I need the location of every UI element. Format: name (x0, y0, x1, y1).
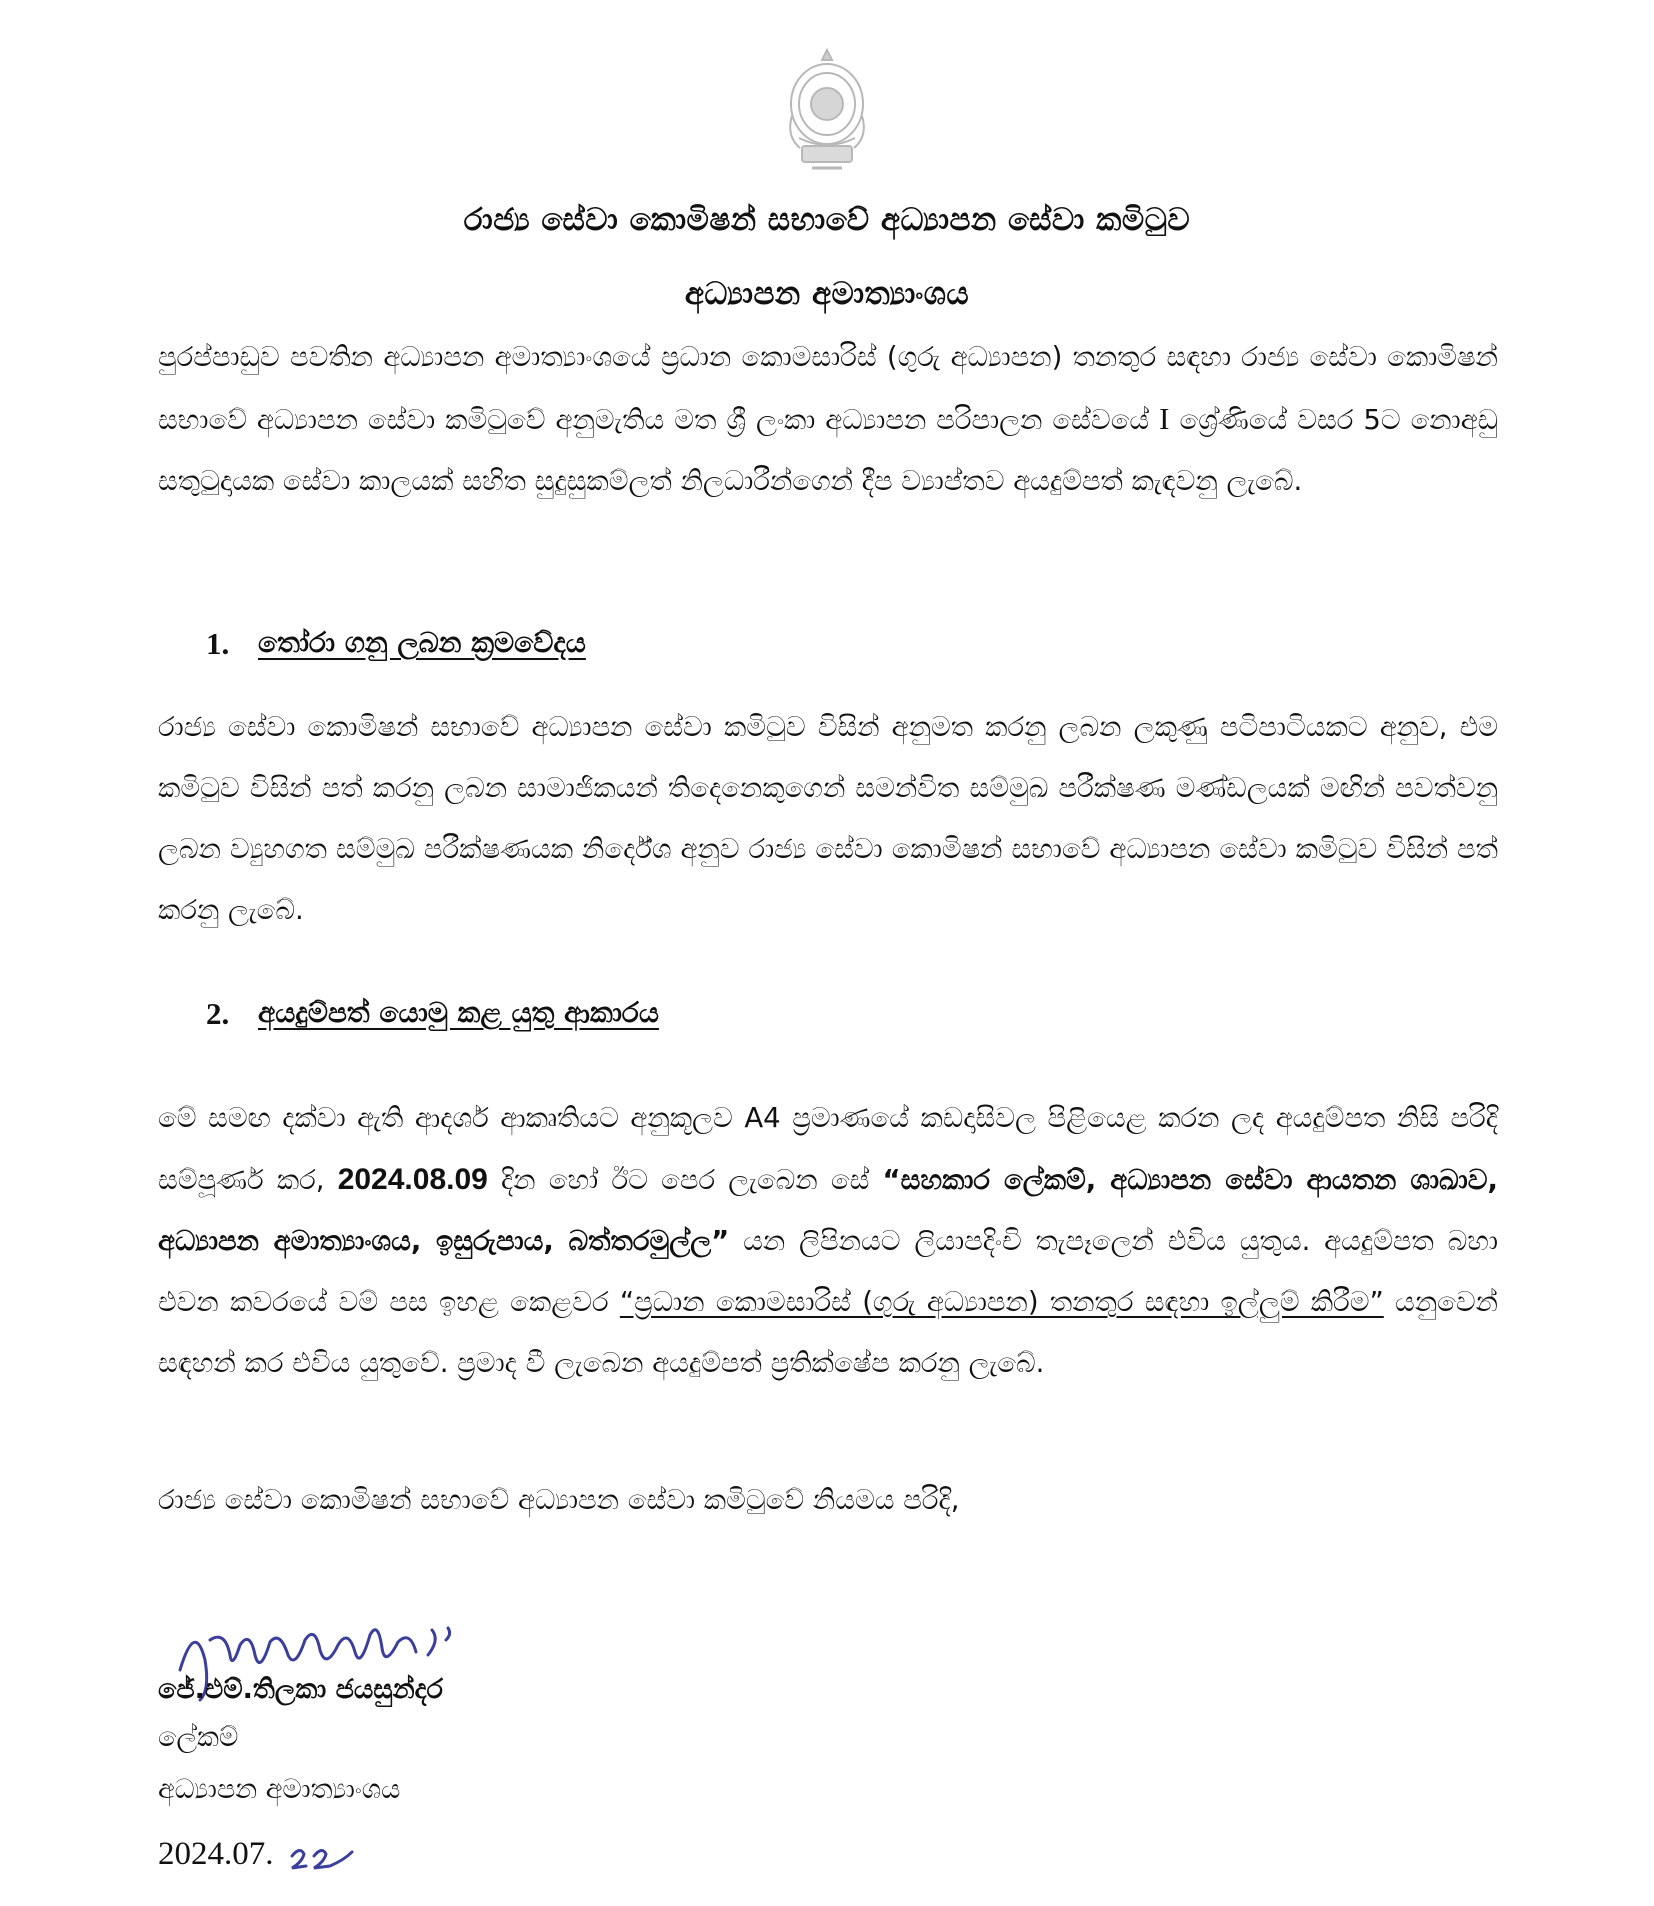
mailing-address: “සහකාර ලේකම්, අධ්‍යාපන සේවා ආයතන ශාඛාව, අධ්‍යාපන අමාත්‍යාංශය, ඉසුරුපාය, බත්තරමුල්ල” (158, 1164, 1498, 1257)
signatory-name: ජේ.එම්.තිලකා ජයසුන්දර (158, 1674, 443, 1705)
paper-size: A4 (744, 1102, 781, 1134)
section2-text-e: යනුවෙන් සඳහන් කර එවිය යුතුවේ. ප්‍රමාද වී ලැබෙන අයදුම්පත් ප්‍රතික්ෂේප කරනු ලැබේ. (158, 1286, 1498, 1379)
section2-text-d: යන ලිපිනයට ලියාපදිංචි තැපෑලෙන් එවිය යුතුය. අයදුම්පත බහා එවන කවරයේ වම් පස ඉහළ කෙළවර (158, 1225, 1498, 1318)
document-title: රාජ්‍ය සේවා කොමිෂන් සභාවේ අධ්‍යාපන සේවා කමිටුව (463, 202, 1191, 238)
intro-text-c: ට නොඅඩු සතුටුදායක සේවා කාලයක් සහිත සුදුසුකම්ලත් නිලධාරීන්ගෙන් දීප ව්‍යාප්තව අයදුම්පත් කැඳවනු ලැබේ. (158, 404, 1499, 497)
section2-body (158, 1088, 1498, 1394)
section2-text-c: දින හෝ ඊට පෙර ලැබෙන සේ (487, 1164, 883, 1196)
signatory-title: ලේකම් (158, 1722, 239, 1753)
issue-date: 2024.07. (158, 1836, 274, 1872)
intro-text-b: ශ්‍රේණියේ වසර (1169, 404, 1364, 436)
section1-number: 1. (206, 626, 230, 661)
grade-value: I (1159, 401, 1170, 436)
intro-paragraph (158, 327, 1498, 512)
section1-body: රාජ්‍ය සේවා කොමිෂන් සභාවේ අධ්‍යාපන සේවා කමිටුව විසින් අනුමත කරනු ලබන ලකුණු පටිපාටියකට අනුව, එම කමිටුව විසින් පත් කරනු ලබන සාමාජිකයන් තිදෙනෙකුගෙන් සමන්විත සම්මුඛ පරීක්ෂණ මණ්ඩලයක් මඟින් පවත්වනු ලබන ව්‍යුහගත සම්මුඛ පරීක්ෂණයක නිර්දේශ අනුව රාජ්‍ය සේවා කොමිෂන් සභාවේ අධ්‍යාපන සේවා කමිටුව විසින් පත් කරනු ලැබේ. (158, 711, 1498, 926)
deadline-date: 2024.08.09 (337, 1163, 488, 1196)
intro-text-a: පුරප්පාඩුව පවතින අධ්‍යාපන අමාත්‍යාංශයේ ප්‍රධාන කොමසාරිස් (ගුරු අධ්‍යාපන) තනතුර සඳහා රාජ්‍ය සේවා කොමිෂන් සභාවේ අධ්‍යාපන සේවා කමිටුවේ අනුමැතිය මත ශ්‍රී ලංකා අධ්‍යාපන පරිපාලන සේවයේ (158, 341, 1498, 436)
signatory-organization: අධ්‍යාපන අමාත්‍යාංශය (158, 1774, 401, 1805)
envelope-label: “ප්‍රධාන කොමසාරිස් (ගුරු අධ්‍යාපන) තනතුර සඳහා ඉල්ලුම් කිරීම” (619, 1286, 1384, 1318)
closing-line: රාජ්‍ය සේවා කොමිෂන් සභාවේ අධ්‍යාපන සේවා කමිටුවේ නියමය පරිදි, (158, 1484, 960, 1516)
handwritten-day (286, 1840, 356, 1874)
section1-heading: තෝරා ගනු ලබන ක්‍රමවේදය (258, 626, 586, 659)
years-value: 5 (1363, 404, 1381, 436)
section2-text-a: මේ සමඟ දක්වා ඇති ආදර්ශ ආකෘතියට අනුකූලව (158, 1102, 745, 1134)
section2-text-b: ප්‍රමාණයේ කඩදාසිවල පිළියෙළ කරන ලද අයදුම්පත නිසි පරිදි සම්පූර්ණ කර, (158, 1102, 1498, 1196)
ministry-title: අධ්‍යාපන අමාත්‍යාංශය (684, 276, 970, 312)
section2-heading: අයදුම්පත් යොමු කළ යුතු ආකාරය (258, 996, 659, 1029)
state-emblem-icon (772, 46, 882, 176)
section2-number: 2. (206, 996, 230, 1031)
